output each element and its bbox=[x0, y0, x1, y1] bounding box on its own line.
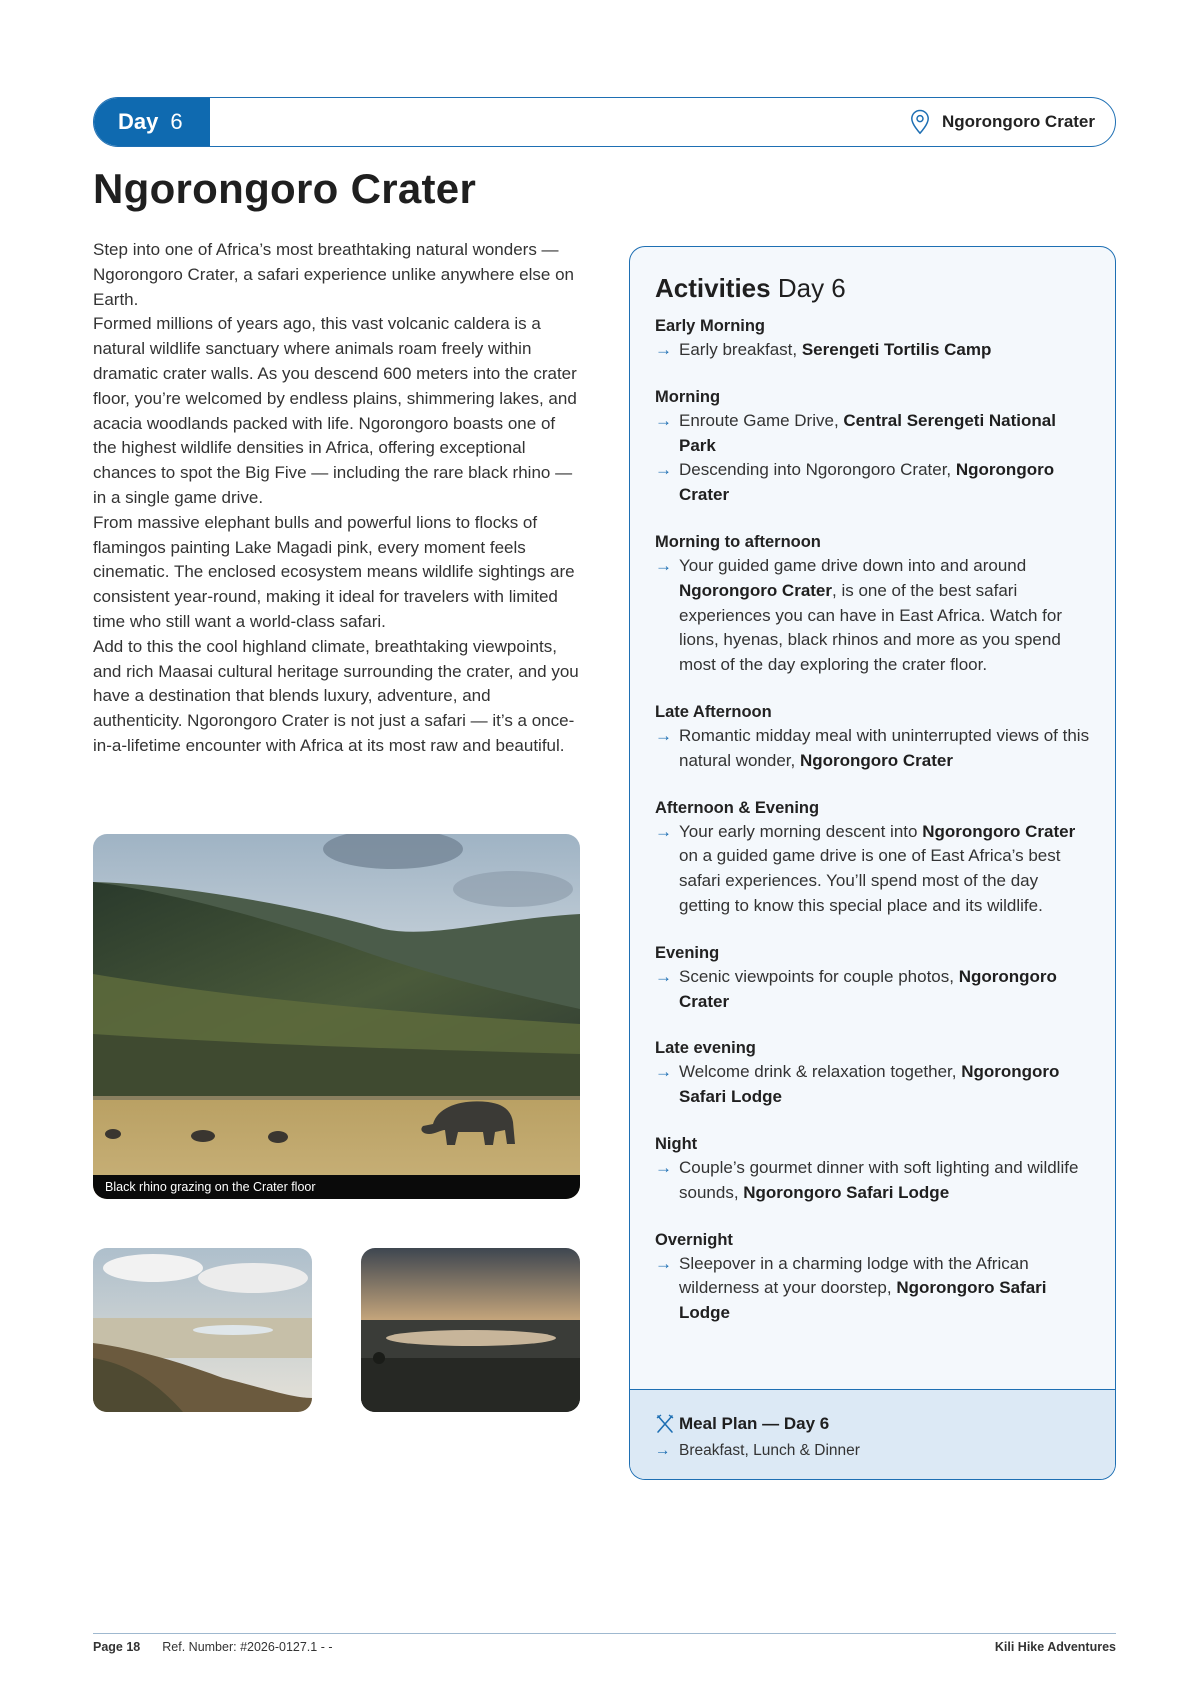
activity-location: Ngorongoro Safari Lodge bbox=[743, 1182, 950, 1202]
activity-location: Central Serengeti National Park bbox=[679, 410, 1056, 455]
activity-item-text bbox=[679, 554, 1091, 678]
activity-description: Welcome drink & relaxation together, bbox=[679, 1062, 962, 1082]
activity-slot-label: Morning to afternoon bbox=[655, 532, 821, 551]
activity-slot bbox=[655, 941, 1091, 1015]
activity-item bbox=[655, 965, 1091, 1015]
activities-title-day: Day 6 bbox=[777, 273, 846, 303]
day-number: 6 bbox=[170, 109, 183, 134]
page-title: Ngorongoro Crater bbox=[93, 165, 477, 212]
activity-item-text bbox=[679, 965, 1091, 1015]
activity-slot-label: Evening bbox=[655, 943, 720, 962]
activities-title-bold: Activities bbox=[655, 273, 771, 303]
activity-description-continued: , is one of the best safari experiences you can have in East Africa. Watch for lions, hyenas, black rhinos and more as you spend most of the day exploring the crater floor. bbox=[679, 580, 1063, 675]
activity-item bbox=[655, 1156, 1091, 1206]
activity-slot bbox=[655, 700, 1091, 774]
intro-paragraph: From massive elephant bulls and powerful lions to flocks of flamingos painting Lake Magadi pink, every moment feels cinematic. The enclosed ecosystem means wildlife sightings are consistent year-round, making it ideal for travelers with limited time who still want a world-class safari. bbox=[93, 512, 575, 631]
intro-paragraph: Add to this the cool highland climate, breathtaking viewpoints, and rich Maasai cultural heritage surrounding the crater, and you have a destination that blends luxury, adventure, and authenticity. Ngorongoro Crater is not just a safari — it’s a once-in-a-lifetime encounter with Africa at its most raw and beautiful. bbox=[93, 636, 579, 755]
arrow-right-icon: → bbox=[655, 340, 672, 359]
intro-paragraph: Step into one of Africa’s most breathtaking natural wonders — Ngorongoro Crater, a safari experience unlike anywhere else on Earth. bbox=[93, 240, 574, 309]
footer-divider bbox=[93, 1633, 1116, 1634]
activity-item-text bbox=[679, 409, 1091, 459]
activity-item bbox=[655, 554, 1091, 678]
activity-item bbox=[655, 724, 1091, 774]
activity-item-text bbox=[679, 1156, 1091, 1206]
activity-item-text bbox=[679, 458, 1091, 508]
meal-plan bbox=[630, 1389, 1115, 1479]
activity-location: Serengeti Tortilis Camp bbox=[801, 340, 992, 359]
activity-description: Early breakfast, bbox=[679, 340, 802, 359]
arrow-right-icon: → bbox=[655, 966, 672, 986]
activity-slot-label: Morning bbox=[655, 387, 721, 406]
arrow-right-icon: → bbox=[655, 1157, 672, 1177]
page-number: Page 18 bbox=[93, 1640, 141, 1654]
activities-title bbox=[655, 273, 1091, 304]
activity-item bbox=[655, 820, 1091, 919]
activity-description: Scenic viewpoints for couple photos, bbox=[679, 966, 959, 986]
meal-plan-meals: Breakfast, Lunch & Dinner bbox=[679, 1442, 860, 1459]
activity-location: Ngorongoro Crater bbox=[799, 750, 953, 770]
activity-slot-label: Overnight bbox=[655, 1230, 733, 1249]
activity-slot-label: Late Afternoon bbox=[655, 702, 772, 721]
sunset-lake-photo bbox=[361, 1248, 580, 1412]
intro-text bbox=[93, 238, 583, 759]
activity-slot-label: Late evening bbox=[655, 1039, 756, 1058]
header-location bbox=[910, 109, 1095, 135]
activity-slot bbox=[655, 1228, 1091, 1326]
activity-location: Ngorongoro Crater bbox=[922, 821, 1076, 841]
activities-panel bbox=[629, 246, 1116, 1480]
brand-name: Kili Hike Adventures bbox=[994, 1640, 1116, 1654]
arrow-right-icon: → bbox=[655, 821, 672, 841]
arrow-right-icon: → bbox=[655, 410, 672, 430]
activity-description: Sleepover in a charming lodge with the African wilderness at your doorstep, bbox=[679, 1253, 1029, 1298]
activity-description: Your early morning descent into bbox=[679, 821, 923, 841]
intro-paragraph: Formed millions of years ago, this vast volcanic caldera is a natural wildlife sanctuary where animals roam freely within dramatic crater walls. As you descend 600 meters into the crater floor, you’re welcomed by endless plains, shimmering lakes, and acacia woodlands packed with life. Ngorongoro boasts one of the highest wildlife densities in Africa, offering exceptional chances to spot the Big Five — including the rare black rhino — in a single game drive. bbox=[93, 314, 577, 507]
arrow-right-icon: → bbox=[655, 1442, 671, 1459]
map-pin-icon bbox=[910, 109, 930, 135]
activity-description: Enroute Game Drive, bbox=[679, 410, 844, 430]
activity-slot-label: Night bbox=[655, 1134, 698, 1153]
activity-slot-label: Afternoon & Evening bbox=[655, 798, 820, 817]
activity-slot-label: Early Morning bbox=[655, 317, 766, 335]
arrow-right-icon: → bbox=[655, 555, 672, 575]
activity-item bbox=[655, 458, 1091, 508]
meal-plan-title bbox=[655, 1414, 1091, 1434]
meal-plan-line bbox=[655, 1442, 1091, 1460]
activity-slots bbox=[655, 314, 1091, 1326]
day-word: Day bbox=[118, 109, 159, 134]
activity-slot bbox=[655, 796, 1091, 919]
photo-caption: Black rhino grazing on the Crater floor bbox=[93, 1175, 580, 1199]
arrow-right-icon: → bbox=[655, 460, 672, 480]
activity-item-text bbox=[679, 1060, 1091, 1110]
activity-location: Ngorongoro Safari Lodge bbox=[679, 1062, 1060, 1107]
activity-item bbox=[655, 338, 1091, 363]
activity-slot bbox=[655, 530, 1091, 678]
location-name: Ngorongoro Crater bbox=[942, 112, 1095, 131]
activity-slot bbox=[655, 1036, 1091, 1110]
utensils-icon bbox=[655, 1414, 675, 1434]
arrow-right-icon: → bbox=[655, 725, 672, 745]
activity-item-text bbox=[679, 1252, 1091, 1326]
arrow-right-icon: → bbox=[655, 1062, 672, 1082]
activity-item-text bbox=[679, 820, 1091, 919]
activity-location: Ngorongoro Crater bbox=[679, 460, 1055, 505]
activity-description: Your guided game drive down into and around bbox=[679, 555, 1027, 575]
arrow-right-icon: → bbox=[655, 1253, 672, 1273]
activity-description-continued: on a guided game drive is one of East Africa’s best safari experiences. You’ll spend most of the day getting to know this special place and its wildlife. bbox=[679, 846, 1061, 915]
activity-slot bbox=[655, 385, 1091, 508]
activity-description: Descending into Ngorongoro Crater, bbox=[679, 460, 956, 480]
rhino-photo bbox=[93, 834, 580, 1199]
reference-number: Ref. Number: #2026-0127.1 - - bbox=[162, 1640, 333, 1654]
activity-slot bbox=[655, 314, 1091, 363]
activity-item bbox=[655, 409, 1091, 459]
activity-item bbox=[655, 1252, 1091, 1326]
day-badge bbox=[94, 98, 210, 146]
activity-description: Romantic midday meal with uninterrupted views of this natural wonder, bbox=[679, 725, 1090, 770]
activity-item-text bbox=[679, 338, 991, 363]
activity-item-text bbox=[679, 724, 1091, 774]
activity-location: Ngorongoro Crater bbox=[679, 580, 832, 600]
activity-description: Couple’s gourmet dinner with soft lighting and wildlife sounds, bbox=[679, 1157, 1079, 1202]
page-footer bbox=[93, 1640, 1116, 1654]
day-header-bar bbox=[93, 97, 1116, 147]
activity-location: Ngorongoro Safari Lodge bbox=[679, 1278, 1047, 1323]
crater-view-photo bbox=[93, 1248, 312, 1412]
meal-plan-title-text: Meal Plan — Day 6 bbox=[679, 1414, 830, 1433]
activity-item bbox=[655, 1060, 1091, 1110]
activity-slot bbox=[655, 1132, 1091, 1206]
activity-location: Ngorongoro Crater bbox=[679, 966, 1057, 1011]
